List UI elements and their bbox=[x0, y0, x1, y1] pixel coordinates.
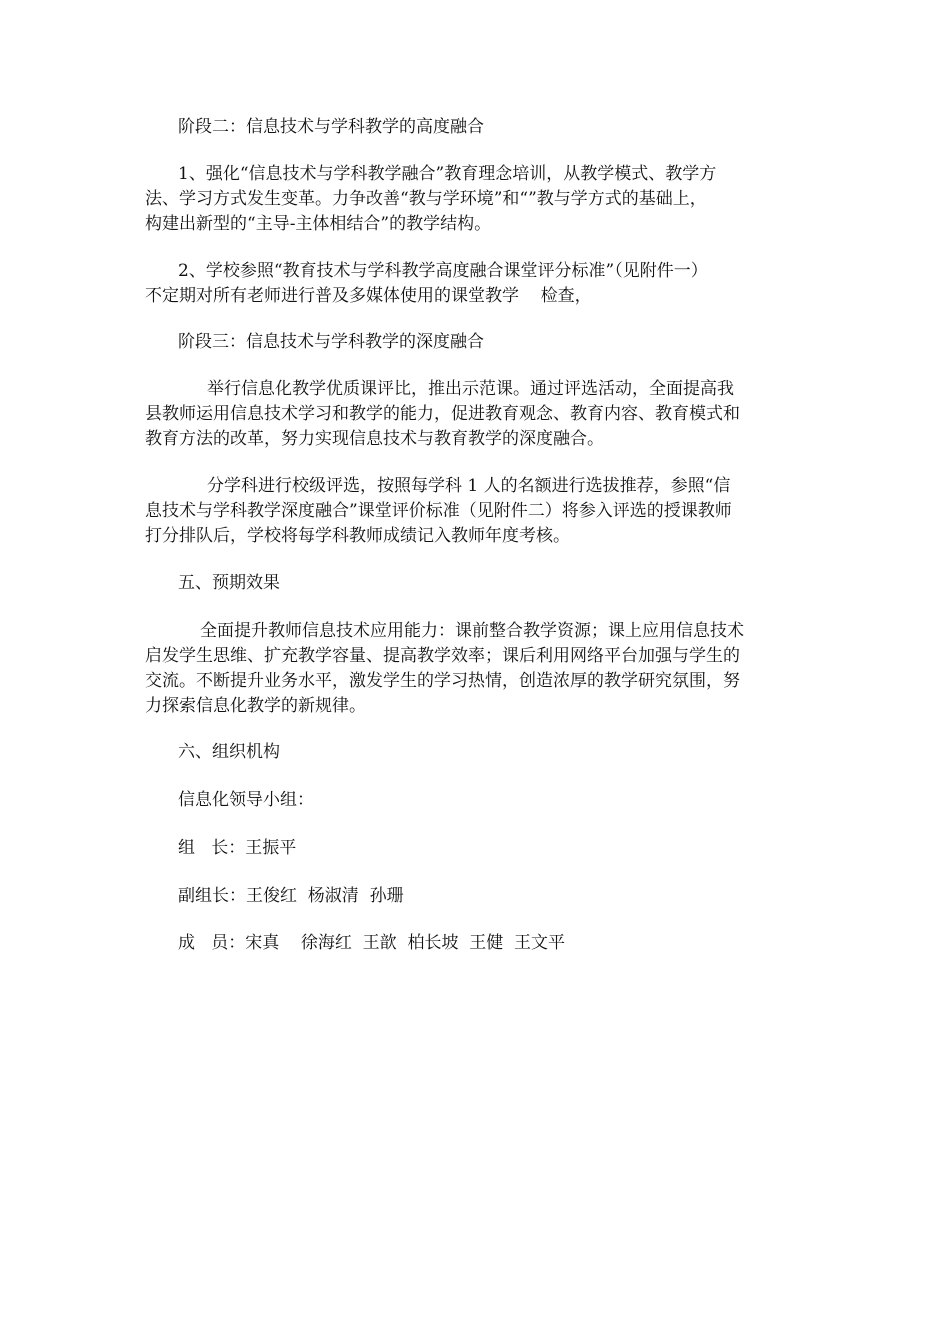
org-group-label: 信息化领导小组： bbox=[178, 790, 314, 810]
selection-paragraph bbox=[145, 474, 807, 549]
competition-paragraph bbox=[145, 377, 807, 452]
effects-paragraph bbox=[145, 619, 807, 719]
effects-line-2: 启发学生思维、扩充教学容量、提高教学效率；课后利用网络平台加强与学生的 bbox=[145, 646, 740, 666]
item2-line-2: 不定期对所有老师进行普及多媒体使用的课堂教学 检查， bbox=[145, 286, 592, 306]
effects-line-4: 力探索信息化教学的新规律。 bbox=[145, 696, 366, 716]
selection-line-1: 分学科进行校级评选，按照每学科 1 人的名额进行选拔推荐，参照“信 bbox=[207, 476, 731, 496]
item1-line-1: 1、强化“信息技术与学科教学融合”教育理念培训，从教学模式、教学方 bbox=[178, 164, 717, 184]
item1-line-2: 法、学习方式发生变革。力争改善“教与学环境”和“”教与学方式的基础上， bbox=[145, 189, 707, 209]
competition-line-1: 举行信息化教学优质课评比，推出示范课。通过评选活动，全面提高我 bbox=[207, 379, 734, 399]
competition-line-3: 教育方法的改革，努力实现信息技术与教育教学的深度融合。 bbox=[145, 429, 604, 449]
item2-line-1: 2、学校参照“教育技术与学科教学高度融合课堂评分标准”（见附件一） bbox=[178, 261, 708, 281]
section6-heading: 六、组织机构 bbox=[178, 742, 280, 762]
selection-line-3: 打分排队后，学校将每学科教师成绩记入教师年度考核。 bbox=[145, 526, 570, 546]
effects-line-3: 交流。不断提升业务水平，激发学生的学习热情，创造浓厚的教学研究氛围，努 bbox=[145, 671, 740, 691]
stage3-heading: 阶段三：信息技术与学科教学的深度融合 bbox=[178, 332, 484, 352]
section5-heading: 五、预期效果 bbox=[178, 573, 280, 593]
stage2-heading: 阶段二：信息技术与学科教学的高度融合 bbox=[178, 117, 484, 137]
item1-paragraph bbox=[145, 162, 807, 237]
item1-line-3: 构建出新型的“主导-主体相结合”的教学结构。 bbox=[145, 214, 492, 234]
org-deputy: 副组长：王俊红 杨淑清 孙珊 bbox=[178, 886, 404, 906]
org-leader: 组 长：王振平 bbox=[178, 838, 297, 858]
selection-line-2: 息技术与学科教学深度融合”课堂评价标准（见附件二）将参入评选的授课教师 bbox=[145, 501, 732, 521]
effects-line-1: 全面提升教师信息技术应用能力：课前整合教学资源；课上应用信息技术 bbox=[200, 621, 744, 641]
org-members: 成 员：宋真 徐海红 王歆 柏长坡 王健 王文平 bbox=[178, 933, 566, 953]
competition-line-2: 县教师运用信息技术学习和教学的能力，促进教育观念、教育内容、教育模式和 bbox=[145, 404, 740, 424]
item2-paragraph bbox=[145, 259, 807, 309]
